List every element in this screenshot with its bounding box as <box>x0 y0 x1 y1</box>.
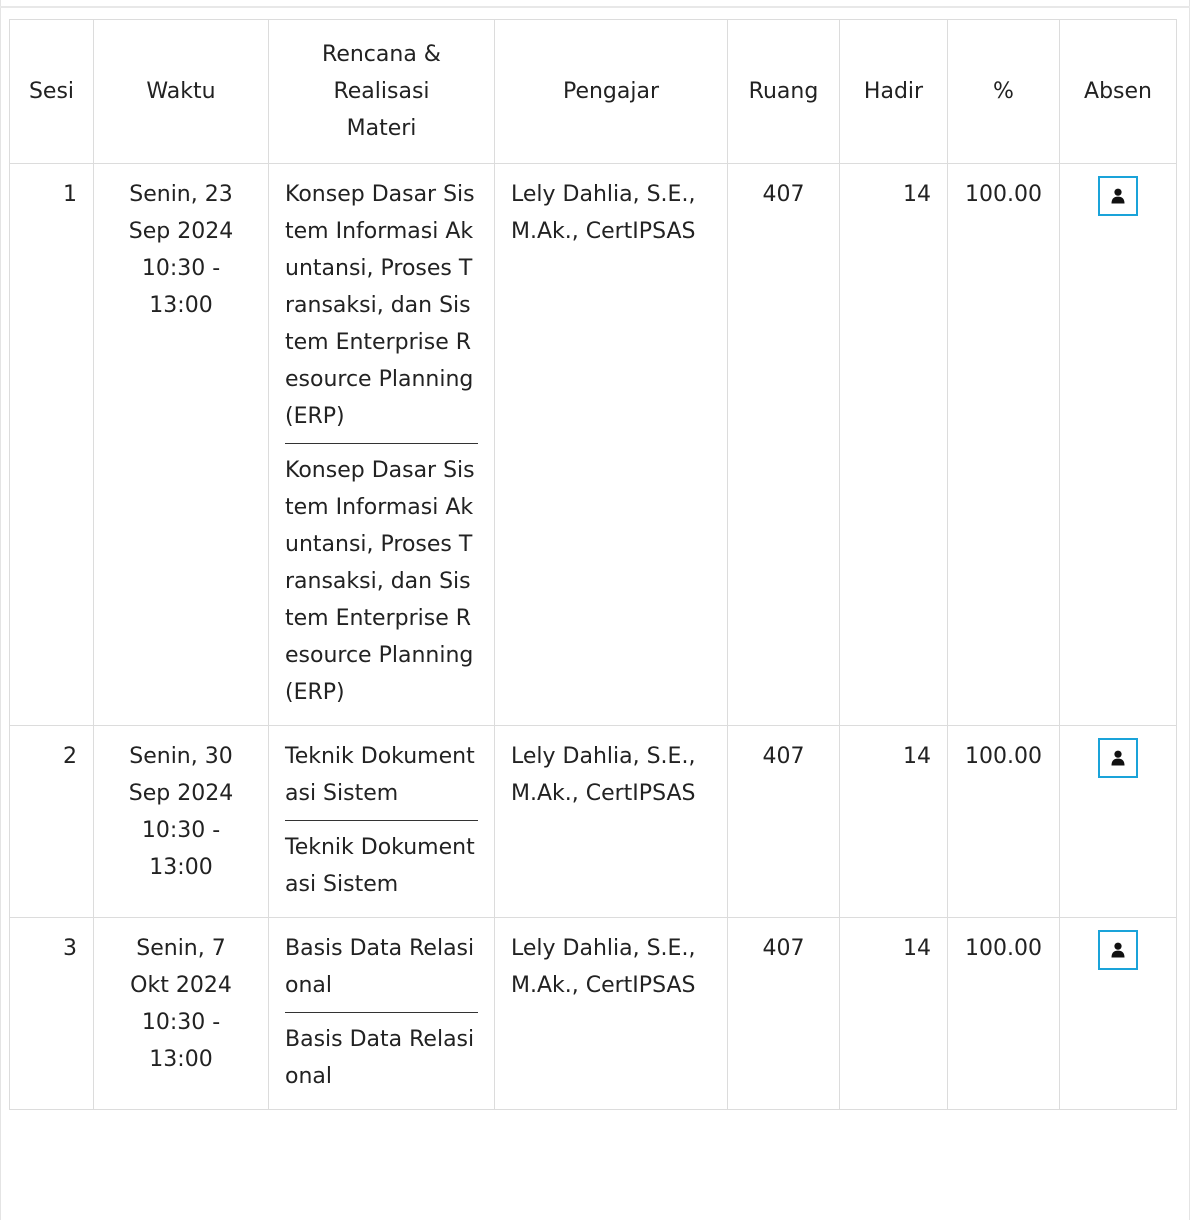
cell-absen <box>1060 726 1177 918</box>
header-hadir: Hadir <box>840 20 948 164</box>
session-table <box>9 19 1177 1110</box>
cell-ruang: 407 <box>728 918 840 1110</box>
header-materi: Rencana & Realisasi Materi <box>269 20 495 164</box>
cell-sesi: 2 <box>10 726 94 918</box>
cell-hadir: 14 <box>840 726 948 918</box>
table-row <box>10 918 1177 1110</box>
user-icon <box>1111 188 1125 204</box>
realisasi-materi: Teknik Dokumentasi Sistem <box>285 835 475 897</box>
materi-divider <box>285 820 478 821</box>
materi-divider <box>285 443 478 444</box>
cell-absen <box>1060 164 1177 726</box>
cell-hadir: 14 <box>840 164 948 726</box>
absen-button[interactable] <box>1098 738 1138 778</box>
absen-button[interactable] <box>1098 176 1138 216</box>
rencana-materi: Konsep Dasar Sistem Informasi Akuntansi, Proses Transaksi, dan Sistem Enterprise Resource Planning (ERP) <box>285 182 475 429</box>
header-waktu: Waktu <box>94 20 269 164</box>
absen-button[interactable] <box>1098 930 1138 970</box>
cell-materi <box>269 726 495 918</box>
cell-persen: 100.00 <box>948 164 1060 726</box>
materi-divider <box>285 1012 478 1013</box>
cell-waktu: Senin, 23 Sep 2024 10:30 - 13:00 <box>94 164 269 726</box>
cell-persen: 100.00 <box>948 918 1060 1110</box>
cell-pengajar: Lely Dahlia, S.E., M.Ak., CertIPSAS <box>495 918 728 1110</box>
cell-pengajar: Lely Dahlia, S.E., M.Ak., CertIPSAS <box>495 164 728 726</box>
cell-sesi: 3 <box>10 918 94 1110</box>
header-ruang: Ruang <box>728 20 840 164</box>
header-persen: % <box>948 20 1060 164</box>
cell-absen <box>1060 918 1177 1110</box>
cell-hadir: 14 <box>840 918 948 1110</box>
cell-ruang: 407 <box>728 164 840 726</box>
header-sesi: Sesi <box>10 20 94 164</box>
table-row <box>10 164 1177 726</box>
header-pengajar: Pengajar <box>495 20 728 164</box>
realisasi-materi: Basis Data Relasional <box>285 1027 475 1089</box>
user-icon <box>1111 942 1125 958</box>
cell-persen: 100.00 <box>948 726 1060 918</box>
cell-ruang: 407 <box>728 726 840 918</box>
table-header-row <box>10 20 1177 164</box>
cell-materi <box>269 918 495 1110</box>
cell-sesi: 1 <box>10 164 94 726</box>
rencana-materi: Teknik Dokumentasi Sistem <box>285 744 475 806</box>
cell-waktu: Senin, 30 Sep 2024 10:30 - 13:00 <box>94 726 269 918</box>
cell-pengajar: Lely Dahlia, S.E., M.Ak., CertIPSAS <box>495 726 728 918</box>
rencana-materi: Basis Data Relasional <box>285 936 475 998</box>
top-divider <box>0 6 1190 8</box>
table-row <box>10 726 1177 918</box>
cell-waktu: Senin, 7 Okt 2024 10:30 - 13:00 <box>94 918 269 1110</box>
realisasi-materi: Konsep Dasar Sistem Informasi Akuntansi, Proses Transaksi, dan Sistem Enterprise Resource Planning (ERP) <box>285 458 475 705</box>
user-icon <box>1111 750 1125 766</box>
cell-materi <box>269 164 495 726</box>
header-absen: Absen <box>1060 20 1177 164</box>
